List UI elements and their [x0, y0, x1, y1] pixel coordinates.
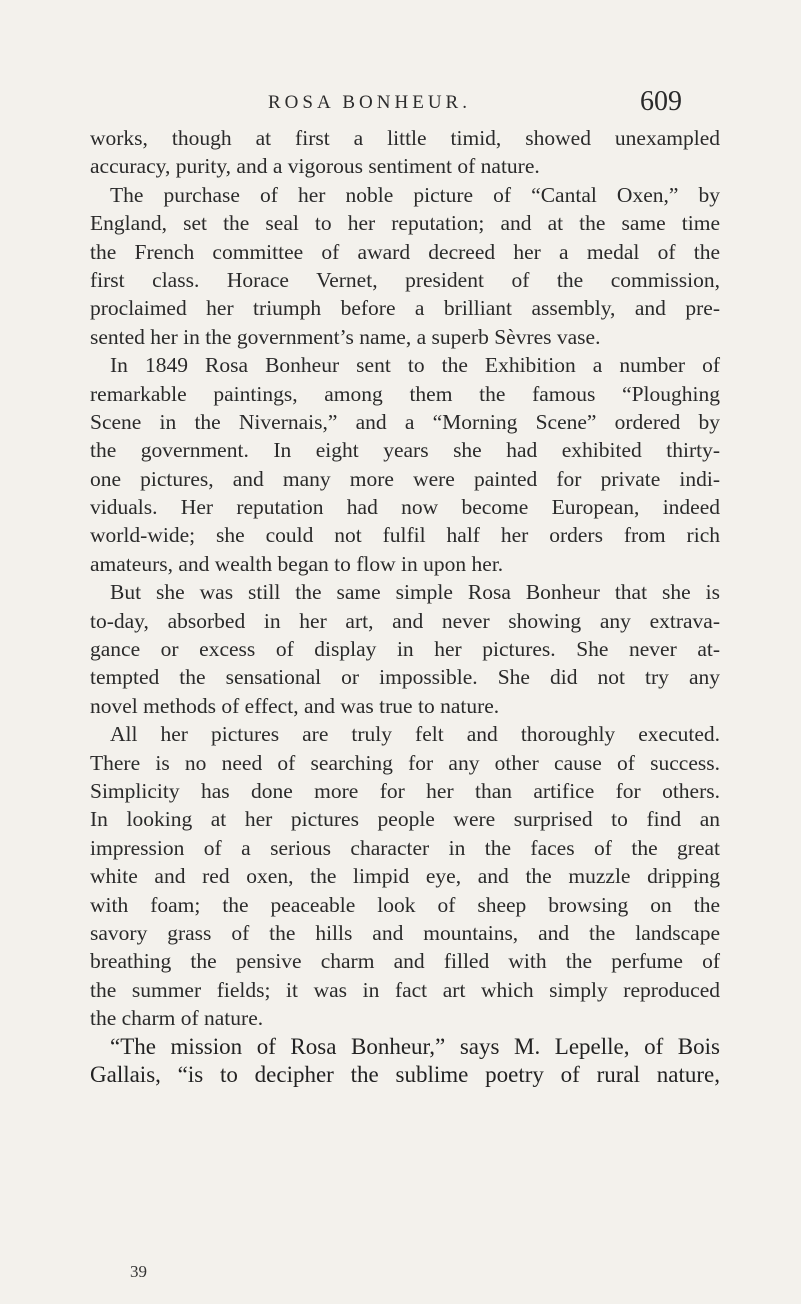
text-line: England, set the seal to her reputation; and at the same time: [90, 211, 720, 236]
running-title: ROSA BONHEUR.: [268, 92, 471, 113]
text-line: remarkable paintings, among them the famous “Ploughing: [90, 381, 720, 406]
text-line: Gallais, “is to decipher the sublime poetry of rural nature,: [90, 1061, 720, 1087]
text-line: Simplicity has done more for her than artifice for others.: [90, 778, 720, 803]
text-line: with foam; the peaceable look of sheep browsing on the: [90, 892, 720, 917]
body-text: [90, 124, 720, 1089]
text-line: the charm of nature.: [90, 1006, 264, 1031]
text-line: “The mission of Rosa Bonheur,” says M. Lepelle, of Bois: [110, 1033, 720, 1059]
text-line: In looking at her pictures people were surprised to find an: [90, 807, 720, 832]
text-line: one pictures, and many more were painted for private indi-: [90, 466, 720, 491]
text-line: The purchase of her noble picture of “Cantal Oxen,” by: [110, 182, 720, 207]
text-line: first class. Horace Vernet, president of the commission,: [90, 267, 720, 292]
text-line: gance or excess of display in her pictures. She never at-: [90, 637, 720, 662]
text-line: the French committee of award decreed her a medal of the: [90, 239, 720, 264]
text-line: viduals. Her reputation had now become European, indeed: [90, 495, 720, 520]
text-line: works, though at first a little timid, showed unexampled: [90, 126, 720, 150]
text-line: novel methods of effect, and was true to nature.: [90, 693, 500, 718]
signature-mark: 39: [130, 1262, 147, 1281]
text-line: But she was still the same simple Rosa Bonheur that she is: [110, 580, 720, 605]
page-number: 609: [640, 86, 682, 117]
text-line: sented her in the government’s name, a superb Sèvres vase.: [90, 324, 601, 349]
running-head: [0, 88, 801, 118]
text-line: the government. In eight years she had exhibited thirty-: [90, 438, 720, 463]
text-line: the summer fields; it was in fact art which simply reproduced: [90, 977, 720, 1002]
text-line: In 1849 Rosa Bonheur sent to the Exhibition a number of: [110, 353, 720, 378]
text-line: savory grass of the hills and mountains, and the landscape: [90, 920, 720, 945]
text-line: world-wide; she could not fulfil half her orders from rich: [90, 523, 720, 548]
text-line: impression of a serious character in the faces of the great: [90, 835, 720, 860]
text-line: There is no need of searching for any other cause of success.: [90, 750, 720, 775]
text-line: breathing the pensive charm and filled with the perfume of: [90, 949, 720, 974]
text-line: white and red oxen, the limpid eye, and the muzzle dripping: [90, 864, 720, 889]
text-line: Scene in the Nivernais,” and a “Morning Scene” ordered by: [90, 409, 720, 434]
text-line: accuracy, purity, and a vigorous sentiment of nature.: [90, 154, 540, 179]
text-line: All her pictures are truly felt and thoroughly executed.: [110, 722, 720, 747]
text-line: amateurs, and wealth began to flow in upon her.: [90, 551, 504, 576]
text-line: tempted the sensational or impossible. She did not try any: [90, 665, 720, 690]
text-line: proclaimed her triumph before a brilliant assembly, and pre-: [90, 296, 720, 321]
text-line: to-day, absorbed in her art, and never showing any extrava-: [90, 608, 720, 633]
